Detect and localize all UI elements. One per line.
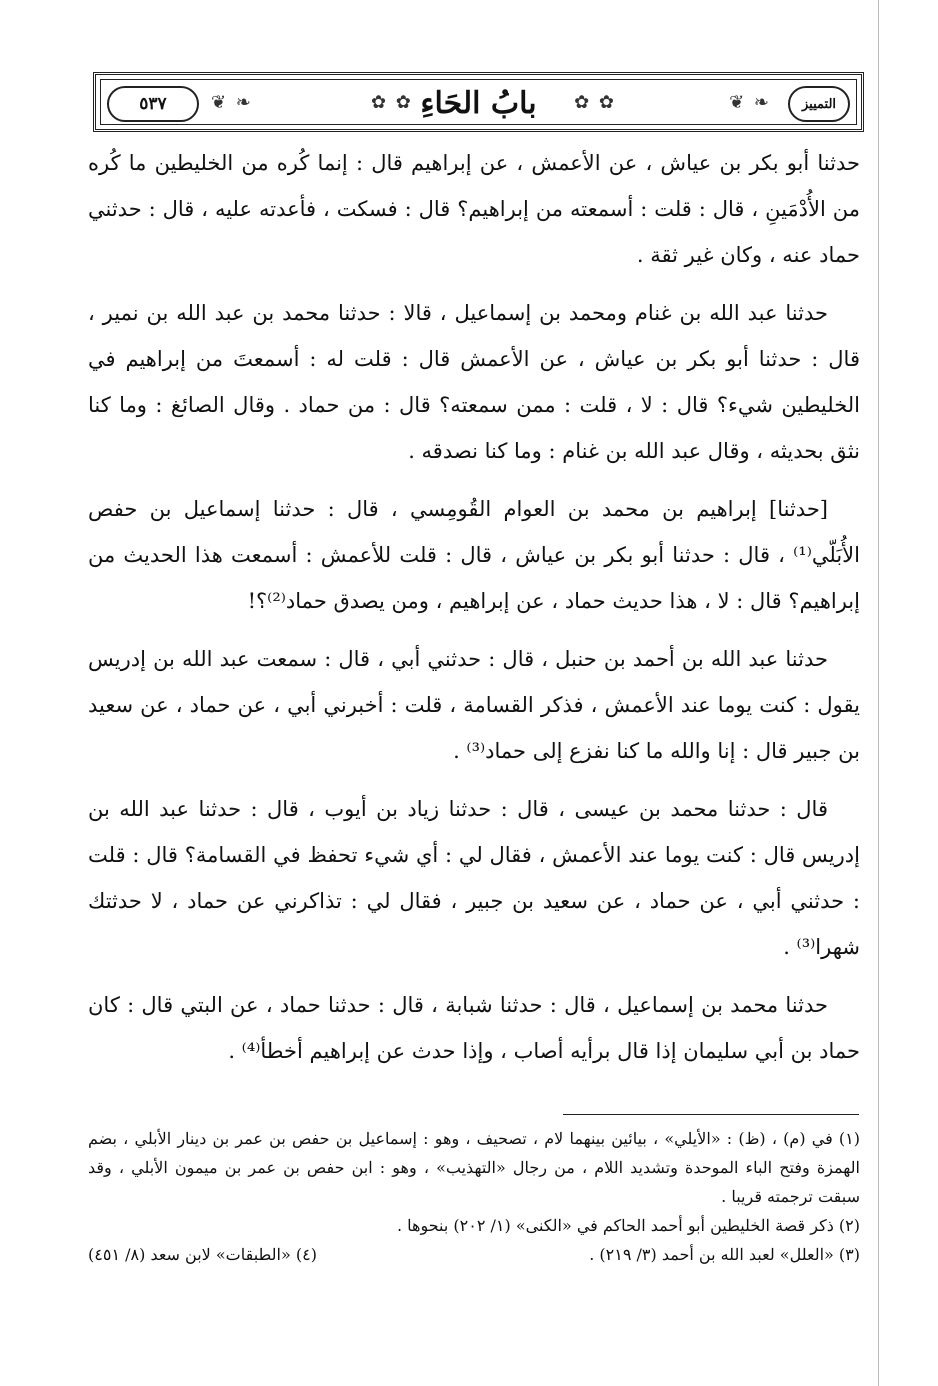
header-inner-frame [100,79,857,125]
paragraph: حدثنا محمد بن إسماعيل ، قال : حدثنا شبابة ، قال : حدثنا حماد ، عن البتي قال : كان حماد بن أبي سليمان إذا قال برأيه أصاب ، وإذا حدث عن إبراهيم أخطأ⁽⁴⁾ . [88,993,860,1063]
chapter-title: بابُ الحَاءِ [420,86,537,121]
paragraph: قال : حدثنا محمد بن عيسى ، قال : حدثنا زياد بن أيوب ، قال : حدثنا عبد الله بن إدريس قال : كنت يوما عند الأعمش ، فقال لي : أي شيء تحفظ في القسامة؟ قال : قلت : حدثني أبي ، عن حماد ، عن سعيد بن جبير ، فقال لي : تذاكرني عن حماد ، لا حدثتك شهرا⁽³⁾ . [88,797,860,959]
footnote-2: (٢) ذكر قصة الخليطين أبو أحمد الحاكم في «الكنى» (١/ ٢٠٢) بنحوها . [396,1216,860,1235]
page-number: ٥٣٧ [139,94,167,114]
ornament-flourish-icon: ❦ ❧ [211,92,253,113]
footnotes [88,1124,860,1269]
book-emblem-text: التمييز [801,96,837,112]
ornament-flourish-icon: ✿ ✿ [574,92,616,113]
paragraph: حدثنا أبو بكر بن عياش ، عن الأعمش ، عن إبراهيم قال : إنما كُره من الخليطين ما كُره من الأُدْمَينِ ، قال : قلت : أسمعته من إبراهيم؟ قال : فسكت ، فأعدته عليه ، قال : حدثني حماد عنه ، وكان غير ثقة . [88,151,860,267]
paragraph: [حدثنا] إبراهيم بن محمد بن العوام القُومِسي ، قال : حدثنا إسماعيل بن حفص الأُبَلّي⁽¹⁾ ، قال : حدثنا أبو بكر بن عياش ، قال : قلت للأعمش : أسمعت هذا الحديث من إبراهيم؟ قال : لا ، هذا حديث حماد ، عن إبراهيم ، ومن يصدق حماد⁽²⁾؟! [88,497,860,613]
main-text [88,140,860,1086]
footnote-4: (٤) «الطبقات» لابن سعد (٨/ ٤٥١) [88,1245,317,1264]
book-emblem-cartouche [788,86,850,122]
footnote-3: (٣) «العلل» لعبد الله بن أحمد (٣/ ٢١٩) . [589,1245,860,1264]
ornament-flourish-icon: ❦ ❧ [729,92,771,113]
ornament-flourish-icon: ✿ ✿ [371,92,413,113]
page-edge-line [878,0,879,1386]
paragraph: حدثنا عبد الله بن أحمد بن حنبل ، قال : حدثني أبي ، قال : سمعت عبد الله بن إدريس يقول : كنت يوما عند الأعمش ، فذكر القسامة ، قلت : أخبرني أبي ، عن حماد ، عن سعيد بن جبير قال : إنا والله ما كنا نفزع إلى حماد⁽³⁾ . [88,647,860,763]
footnote-separator [563,1114,859,1115]
page-header [93,72,864,132]
footnote-row [88,1240,860,1269]
footnote-1: (١) في (م) ، (ظ) : «الأيلي» ، بيائين بينهما لام ، تصحيف ، وهو : إسماعيل بن حفص بن عمر بن دينار الأبلي ، بضم الهمزة وفتح الباء الموحدة وتشديد اللام ، من رجال «التهذيب» ، وهو : ابن حفص بن عمر بن ميمون الأبلي ، وقد سبقت ترجمته قريبا . [88,1129,861,1206]
paragraph: حدثنا عبد الله بن غنام ومحمد بن إسماعيل ، قالا : حدثنا محمد بن عبد الله بن نمير ، قال : حدثنا أبو بكر بن عياش ، عن الأعمش قال : قلت له : أسمعتَ من إبراهيم في الخليطين شيء؟ قال : لا ، قلت : ممن سمعته؟ قال : من حماد . وقال الصائغ : وما كنا نثق بحديثه ، وقال عبد الله بن غنام : وما كنا نصدقه . [88,301,860,463]
